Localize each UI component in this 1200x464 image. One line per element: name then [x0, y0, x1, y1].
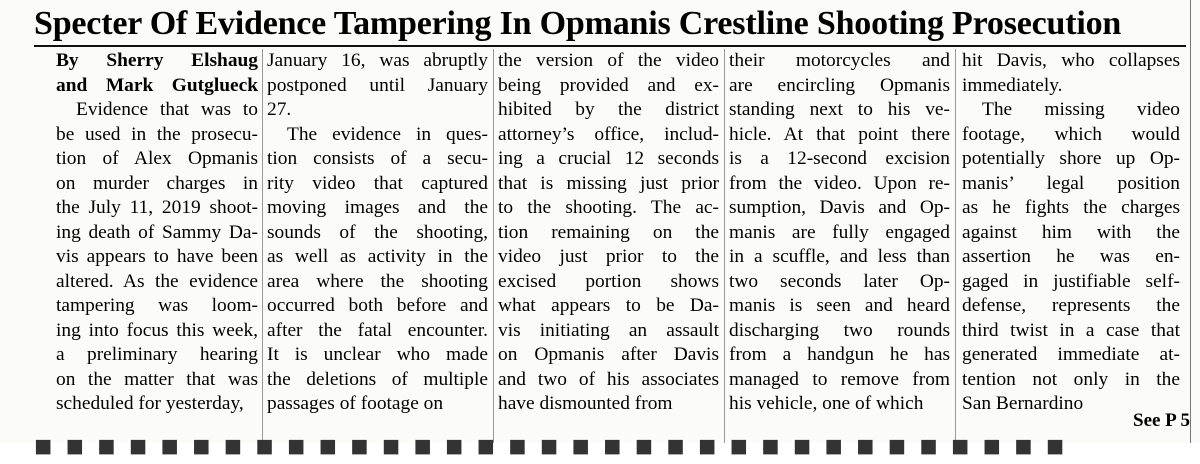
article-line: assertion he was en- — [962, 246, 1180, 267]
article-line: from the video. Upon re- — [729, 172, 950, 194]
article-line: vis appears to have been — [56, 246, 258, 267]
article-line: standing next to his ve- — [729, 99, 950, 120]
article-line: discharging two rounds — [729, 319, 950, 341]
adjacent-column-rule — [1190, 0, 1191, 443]
column-divider — [262, 49, 263, 443]
column-divider — [955, 49, 956, 443]
article-column-2 — [267, 49, 488, 445]
article-line: are encircling Opmanis — [729, 74, 950, 96]
article-line: Evidence that was to — [76, 99, 258, 120]
article-line: postponed until January — [267, 74, 488, 96]
article-line: vis initiating an assault — [498, 319, 719, 341]
continuation-jump-label: See P 5 — [1129, 410, 1190, 432]
article-line: generated immediate at- — [962, 344, 1180, 365]
article-line: tention not only in the — [962, 368, 1180, 390]
article-line: occurred both before and — [267, 295, 488, 316]
article-line: rity video that captured — [267, 172, 488, 194]
article-line: footage, which would — [962, 123, 1180, 145]
article-column-4 — [729, 49, 950, 445]
article-line: immediately. — [962, 74, 1063, 96]
article-line: tion of Alex Opmanis — [56, 148, 258, 169]
byline-line-2: and Mark Gutglueck — [56, 74, 258, 96]
article-line: defense, represents the — [962, 295, 1180, 316]
article-column-1 — [56, 49, 258, 445]
article-line: excised portion shows — [498, 270, 719, 292]
article-line: ing into focus this week, — [56, 319, 258, 341]
article-line: gaged in justifiable self- — [962, 270, 1180, 292]
article-line: two seconds later Op- — [729, 270, 950, 292]
article-line: tion remaining on the — [498, 221, 719, 243]
article-line: and two of his associates — [498, 368, 719, 390]
article-line: manis are fully engaged — [729, 221, 950, 243]
article-line: passages of footage on — [267, 393, 444, 414]
column-divider — [493, 49, 494, 443]
article-line: in a scuffle, and less than — [729, 246, 950, 267]
article-line: on the matter that was — [56, 368, 258, 390]
article-line: what appears to be Da- — [498, 295, 719, 316]
article-line: ing a crucial 12 seconds — [498, 148, 719, 169]
article-line: their motorcycles and — [729, 50, 950, 71]
article-line: 27. — [267, 99, 292, 120]
article-column-5 — [962, 49, 1180, 445]
article-line: that is missing just prior — [498, 172, 719, 194]
article-line: San Bernardino — [962, 393, 1084, 414]
article-line: managed to remove from — [729, 368, 950, 390]
article-line: manis is seen and heard — [729, 295, 950, 316]
article-line: is a 12-second excision — [729, 148, 950, 169]
article-line: being provided and ex- — [498, 74, 719, 96]
article-line: the version of the video — [498, 50, 719, 71]
headline-rule — [34, 45, 1186, 47]
article-line: on Opmanis after Davis — [498, 344, 719, 365]
article-line: a preliminary hearing — [56, 344, 258, 365]
article-line: his vehicle, one of which — [729, 393, 924, 414]
article-line: as he fights the charges — [962, 197, 1180, 218]
article-line: hibited by the district — [498, 99, 719, 120]
article-line: the July 11, 2019 shoot- — [56, 197, 258, 218]
article-line: tampering was loom- — [56, 295, 258, 316]
article-line: as well as activity in the — [267, 246, 488, 267]
article-line: after the fatal encounter. — [267, 319, 488, 341]
column-divider — [724, 49, 725, 443]
cropped-next-headline — [34, 430, 1184, 463]
article-line: be used in the prosecu- — [56, 123, 258, 145]
article-column-3 — [498, 49, 719, 445]
article-line: hicle. At that point there — [729, 123, 950, 145]
article-line: third twist in a case that — [962, 319, 1180, 341]
article-line: The missing video — [982, 99, 1180, 120]
article-line: against him with the — [962, 221, 1180, 243]
article-line: sumption, Davis and Op- — [729, 197, 950, 218]
cropped-headline-glyphs: ■ ■ ■ ■ ■ ■ ■ ■ ■ ■ ■ ■ ■ ■ ■ ■ ■ ■ ■ ■ ■ ■ ■ ■ ■ ■ ■ ■ ■ ■ ■ ■ ■ — [34, 430, 1067, 463]
article-line: The evidence in ques- — [287, 123, 488, 145]
article-line: the deletions of multiple — [267, 368, 488, 390]
article-line: on murder charges in — [56, 172, 258, 194]
article-line: ing death of Sammy Da- — [56, 221, 258, 243]
byline-line-1: By Sherry Elshaug — [56, 50, 258, 71]
article-line: January 16, was abruptly — [267, 50, 488, 71]
article-line: tion consists of a secu- — [267, 148, 488, 169]
article-line: to the shooting. The ac- — [498, 197, 719, 218]
article-line: manis’ legal position — [962, 172, 1180, 194]
article-line: have dismounted from — [498, 393, 673, 414]
article-line: hit Davis, who collapses — [962, 50, 1180, 71]
article-line: video just prior to the — [498, 246, 719, 267]
article-line: It is unclear who made — [267, 344, 488, 365]
article-line: area where the shooting — [267, 270, 488, 292]
article-line: attorney’s office, includ- — [498, 123, 719, 145]
headline: Specter Of Evidence Tampering In Opmanis Crestline Shooting Prosecution — [34, 5, 1122, 42]
article-line: sounds of the shooting, — [267, 221, 488, 243]
article-line: scheduled for yesterday, — [56, 393, 244, 414]
article-line: altered. As the evidence — [56, 270, 258, 292]
article-line: from a handgun he has — [729, 344, 950, 365]
article-line: moving images and the — [267, 197, 488, 218]
article-line: potentially shore up Op- — [962, 148, 1180, 169]
